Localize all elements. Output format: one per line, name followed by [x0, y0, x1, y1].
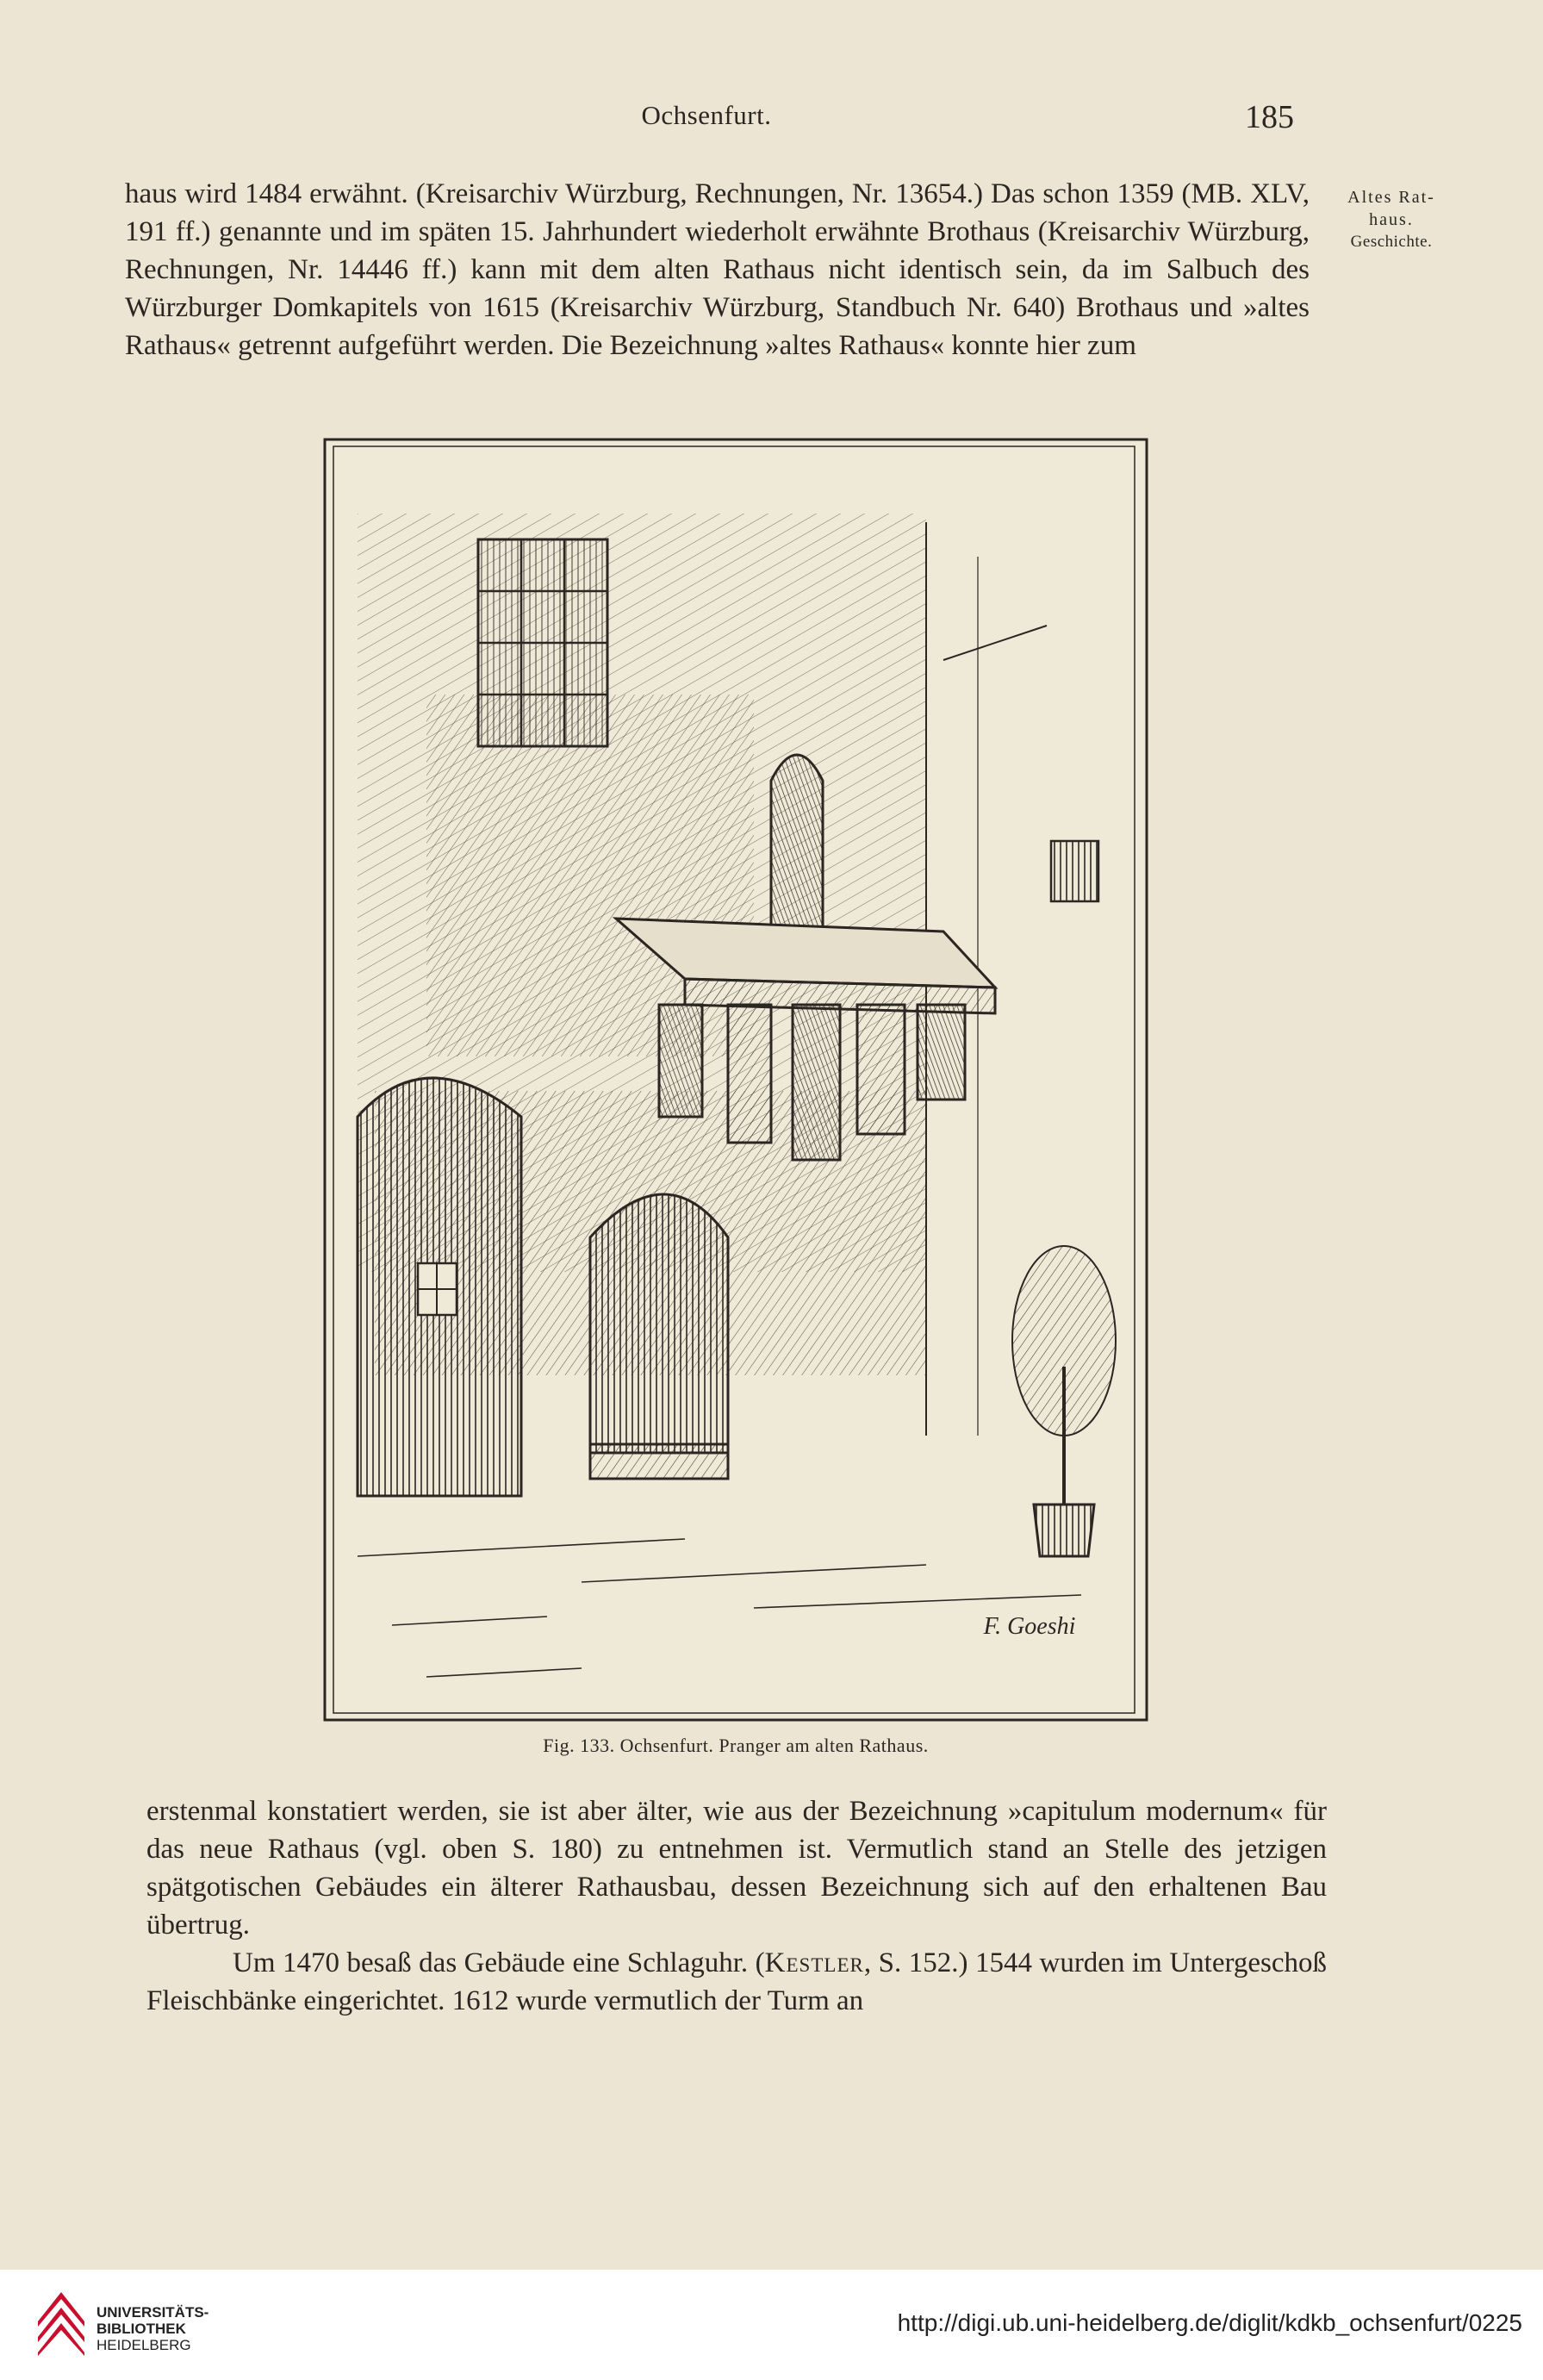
- paragraph-top: haus wird 1484 erwähnt. (Kreisarchiv Würzburg, Rechnungen, Nr. 13654.) Das schon 1359 (MB. XLV, 191 ff.) genannte und im späten 15. Jahrhundert wiederholt erwähnte Brothaus (Kreisarchiv Würzburg, Rechnungen, Nr. 14446 ff.) kann mit dem alten Rathaus nicht identisch sein, da im Salbuch des Würzburger Domkapitels von 1615 (Kreisarchiv Würzburg, Standbuch Nr. 640) Brothaus und »altes Rathaus« getrennt aufgeführt werden. Die Bezeichnung »altes Rathaus« konnte hier zum: [125, 178, 1310, 361]
- author-kestler: Kestler: [764, 1947, 864, 1978]
- margin-note-line-2: haus.: [1369, 210, 1414, 229]
- body-text-bottom: [146, 1792, 1327, 2020]
- figure-illustration: [323, 436, 1148, 1723]
- small-window: [1051, 841, 1098, 901]
- source-url-link[interactable]: http://digi.ub.uni-heidelberg.de/diglit/kdkb_ochsenfurt/0225: [897, 2309, 1522, 2336]
- margin-note: [1327, 186, 1456, 253]
- page-number: 185: [1245, 99, 1294, 135]
- paragraph-bottom-2: [146, 1944, 1327, 2020]
- paragraph-bottom-2-end: , S. 152.) 1544 wurden im Untergeschoß Fleischbänke eingerichtet. 1612 wurde vermutlich der Turm an: [146, 1947, 1327, 2016]
- margin-note-line-1: Altes Rat-: [1347, 188, 1435, 207]
- paragraph-bottom-1: erstenmal konstatiert werden, sie ist aber älter, wie aus der Bezeichnung »capitulum modernum« für das neue Rathaus (vgl. oben S. 180) zu entnehmen ist. Vermutlich stand an Stelle des jetzigen spätgotischen Gebäudes ein älterer Rathausbau, dessen Bezeichnung sich auf den erhaltenen Bau übertrug.: [146, 1796, 1327, 1941]
- university-library-logo-icon: [34, 2287, 88, 2358]
- library-name: [96, 2304, 208, 2353]
- library-name-line-1: UNIVERSITÄTS-: [96, 2304, 209, 2321]
- artist-signature: F. Goeshi: [983, 1613, 1076, 1640]
- upper-window: [478, 539, 607, 746]
- margin-note-line-3: Geschichte.: [1350, 233, 1433, 251]
- left-arched-door: [358, 1078, 521, 1496]
- figure-caption: Fig. 133. Ochsenfurt. Pranger am alten Rathaus.: [543, 1735, 929, 1756]
- center-arched-door: [590, 1194, 728, 1479]
- running-title: Ochsenfurt.: [641, 100, 772, 130]
- library-name-line-2: BIBLIOTHEK: [96, 2321, 186, 2337]
- library-footer: [0, 2270, 1543, 2380]
- paragraph-bottom-2-start: Um 1470 besaß das Gebäude eine Schlaguhr. (: [233, 1947, 765, 1978]
- body-text-top: [125, 175, 1310, 364]
- arched-niche: [771, 755, 823, 953]
- library-name-line-3: HEIDELBERG: [96, 2337, 191, 2353]
- engraving-drawing: [323, 436, 1148, 1723]
